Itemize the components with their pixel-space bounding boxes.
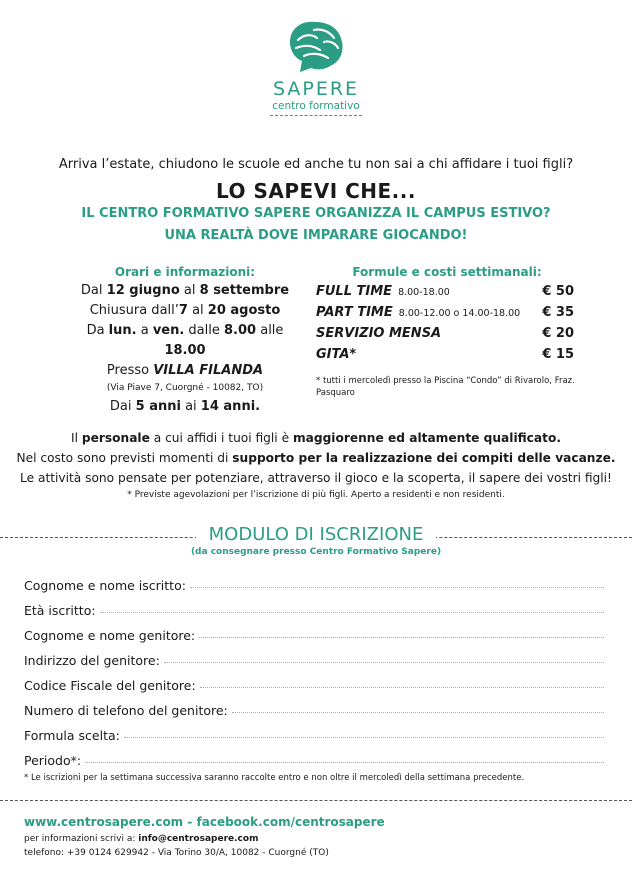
form-subtitle: (da consegnare presso Centro Formativo Sapere): [190, 547, 442, 557]
field-period[interactable]: [24, 743, 604, 768]
field-student-name[interactable]: [24, 568, 604, 593]
footer-divider: [0, 800, 632, 801]
field-label: Cognome e nome iscritto:: [24, 578, 186, 593]
info-address: (Via Piave 7, Cuorgné - 10082, TO): [106, 383, 264, 393]
body-paragraph: [0, 428, 632, 502]
price-row-full-time: [316, 281, 578, 302]
headline: LO SAPEVI CHE...: [216, 179, 416, 203]
footer-links[interactable]: www.centrosapere.com - facebook.com/centrosapere: [24, 815, 385, 829]
price-value: € 20: [542, 326, 574, 341]
field-label: Formula scelta:: [24, 728, 120, 743]
price-row-gita: [316, 344, 578, 365]
info-ages: Dai 5 anni ai 14 anni.: [109, 399, 261, 414]
info-closure: Chiusura dall’7 al 20 agosto: [89, 303, 281, 318]
pricing-title: Formule e costi settimanali:: [352, 265, 542, 279]
footer-contact: telefono: +39 0124 629942 - Via Torino 30/A, 10082 - Cuorgné (TO): [24, 848, 329, 858]
brain-icon: [284, 18, 348, 76]
info-title: Orari e informazioni:: [114, 265, 256, 279]
info-place: Presso VILLA FILANDA: [106, 363, 264, 378]
field-line[interactable]: [232, 712, 604, 713]
field-line[interactable]: [199, 637, 604, 638]
field-label: Numero di telefono del genitore:: [24, 703, 228, 718]
field-line[interactable]: [85, 762, 604, 763]
field-parent-name[interactable]: [24, 618, 604, 643]
field-parent-address[interactable]: [24, 643, 604, 668]
field-label: Indirizzo del genitore:: [24, 653, 160, 668]
body-line-2: Nel costo sono previsti momenti di supporto per la realizzazione dei compiti delle vacanze.: [16, 451, 616, 465]
price-value: € 50: [542, 284, 574, 299]
field-line[interactable]: [100, 612, 604, 613]
info-column: [70, 263, 300, 417]
form-title: MODULO DI ISCRIZIONE: [208, 524, 424, 545]
price-name: PART TIME: [316, 305, 393, 320]
field-formula[interactable]: [24, 718, 604, 743]
body-note: * Previste agevolazioni per l’iscrizione di più figli. Aperto a residenti e non residenti.: [127, 490, 505, 500]
price-row-part-time: [316, 302, 578, 323]
field-line[interactable]: [190, 587, 604, 588]
field-parent-phone[interactable]: [24, 693, 604, 718]
price-hours: 8.00-12.00 o 14.00-18.00: [398, 308, 521, 319]
form-title-box: [196, 523, 436, 547]
tagline-2: UNA REALTÀ DOVE IMPARARE GIOCANDO!: [164, 228, 468, 243]
price-row-mensa: [316, 323, 578, 344]
footer-email-label: per informazioni scrivi a:: [24, 834, 139, 844]
field-label: Codice Fiscale del genitore:: [24, 678, 196, 693]
intro-text: Arriva l’estate, chiudono le scuole ed anche tu non sai a chi affidare i tuoi figli?: [58, 157, 574, 172]
brand-subtitle: centro formativo: [272, 100, 360, 112]
tagline-1: IL CENTRO FORMATIVO SAPERE ORGANIZZA IL CAMPUS ESTIVO?: [81, 206, 551, 221]
body-line-3: Le attività sono pensate per potenziare, attraverso il gioco e la scoperta, il sapere dei vostri figli!: [20, 471, 612, 485]
footer-email-link[interactable]: info@centrosapere.com: [138, 834, 259, 844]
field-parent-tax-code[interactable]: [24, 668, 604, 693]
info-dates: Dal 12 giugno al 8 settembre: [80, 283, 290, 298]
body-line-1: Il personale a cui affidi i tuoi figli è maggiorenne ed altamente qualificato.: [71, 431, 561, 445]
field-label: Età iscritto:: [24, 603, 96, 618]
field-label: Periodo*:: [24, 753, 82, 768]
price-name: SERVIZIO MENSA: [316, 326, 442, 341]
logo: [0, 18, 632, 116]
field-line[interactable]: [200, 687, 604, 688]
price-name: FULL TIME: [316, 284, 393, 299]
brand-divider: [270, 115, 362, 116]
price-name: GITA*: [316, 347, 357, 362]
field-student-age[interactable]: [24, 593, 604, 618]
field-line[interactable]: [124, 737, 604, 738]
footer: [24, 814, 614, 860]
form-note: * Le iscrizioni per la settimana successiva saranno raccolte entro e non oltre il mercoledì della settimana precedente.: [24, 773, 525, 783]
pricing-column: [316, 263, 578, 399]
field-label: Cognome e nome genitore:: [24, 628, 196, 643]
price-value: € 15: [542, 347, 574, 362]
footer-email-line: [24, 832, 614, 846]
price-value: € 35: [542, 305, 574, 320]
price-hours: 8.00-18.00: [398, 287, 450, 298]
info-days: Da lun. a ven. dalle 8.00 alle 18.00: [86, 323, 284, 358]
field-line[interactable]: [164, 662, 604, 663]
form-fields: [24, 568, 604, 768]
brand-name: SAPERE: [272, 78, 360, 100]
pricing-note: * tutti i mercoledì presso la Piscina “Condo” di Rivarolo, Fraz. Pasquaro: [316, 376, 575, 398]
